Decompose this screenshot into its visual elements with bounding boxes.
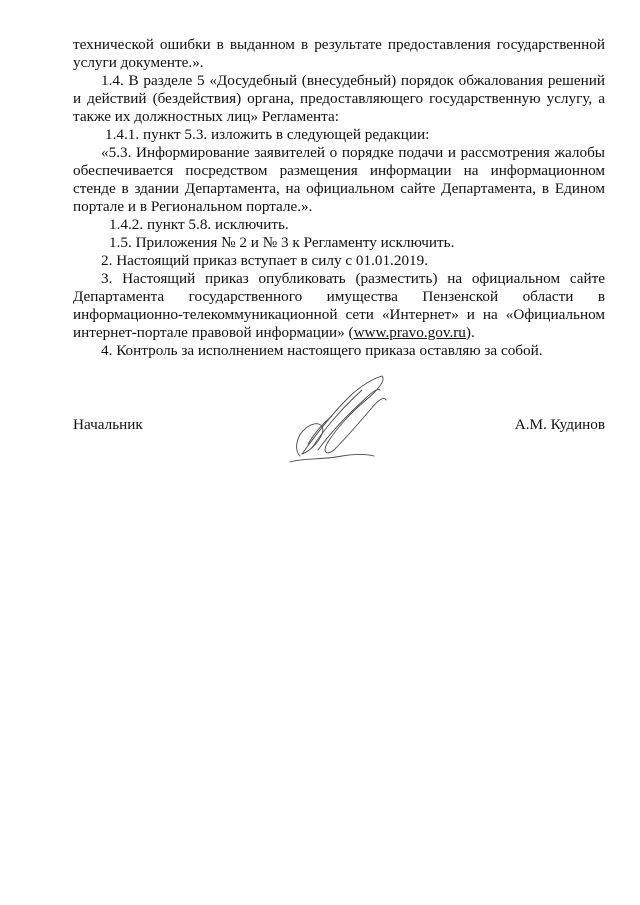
paragraph-1-4-1: 1.4.1. пункт 5.3. изложить в следующей редакции: (105, 126, 430, 143)
paragraph-1-4: 1.4. В разделе 5 «Досудебный (внесудебный) порядок обжалования решений и действий (бездействия) органа, предоставляющего государственную услугу, а также их должностных лиц» Регламента: (73, 72, 605, 125)
signer-name: А.М. Кудинов (514, 416, 605, 433)
paragraph-3 (73, 270, 605, 342)
paragraph-3-end: ). (465, 324, 475, 341)
paragraph-1-4-2: 1.4.2. пункт 5.8. исключить. (109, 216, 289, 233)
handwritten-signature (282, 370, 397, 470)
paragraph-2: 2. Настоящий приказ вступает в силу с 01.01.2019. (101, 252, 429, 269)
paragraph-1-5: 1.5. Приложения № 2 и № 3 к Регламенту исключить. (109, 234, 455, 251)
paragraph-4: 4. Контроль за исполнением настоящего приказа оставляю за собой. (101, 342, 543, 359)
document-body (73, 36, 605, 360)
paragraph-3-text: 3. Настоящий приказ опубликовать (разместить) на официальном сайте Департамента государственного имущества Пензенской области в информационно-телекоммуникационной сети «Интернет» и на «Официальном интернет-портале правовой информации» ( (73, 270, 605, 341)
paragraph-5-3-quote: «5.3. Информирование заявителей о порядке подачи и рассмотрения жалобы обеспечивается посредством размещения информации на информационном стенде в здании Департамента, на официальном сайте Департамента, в Едином портале и в Региональном портале.». (73, 144, 605, 215)
signer-position: Начальник (73, 416, 143, 433)
paragraph-continuation: технической ошибки в выданном в результате предоставления государственной услуги документе.». (73, 36, 605, 71)
pravo-link[interactable]: www.pravo.gov.ru (353, 324, 466, 341)
